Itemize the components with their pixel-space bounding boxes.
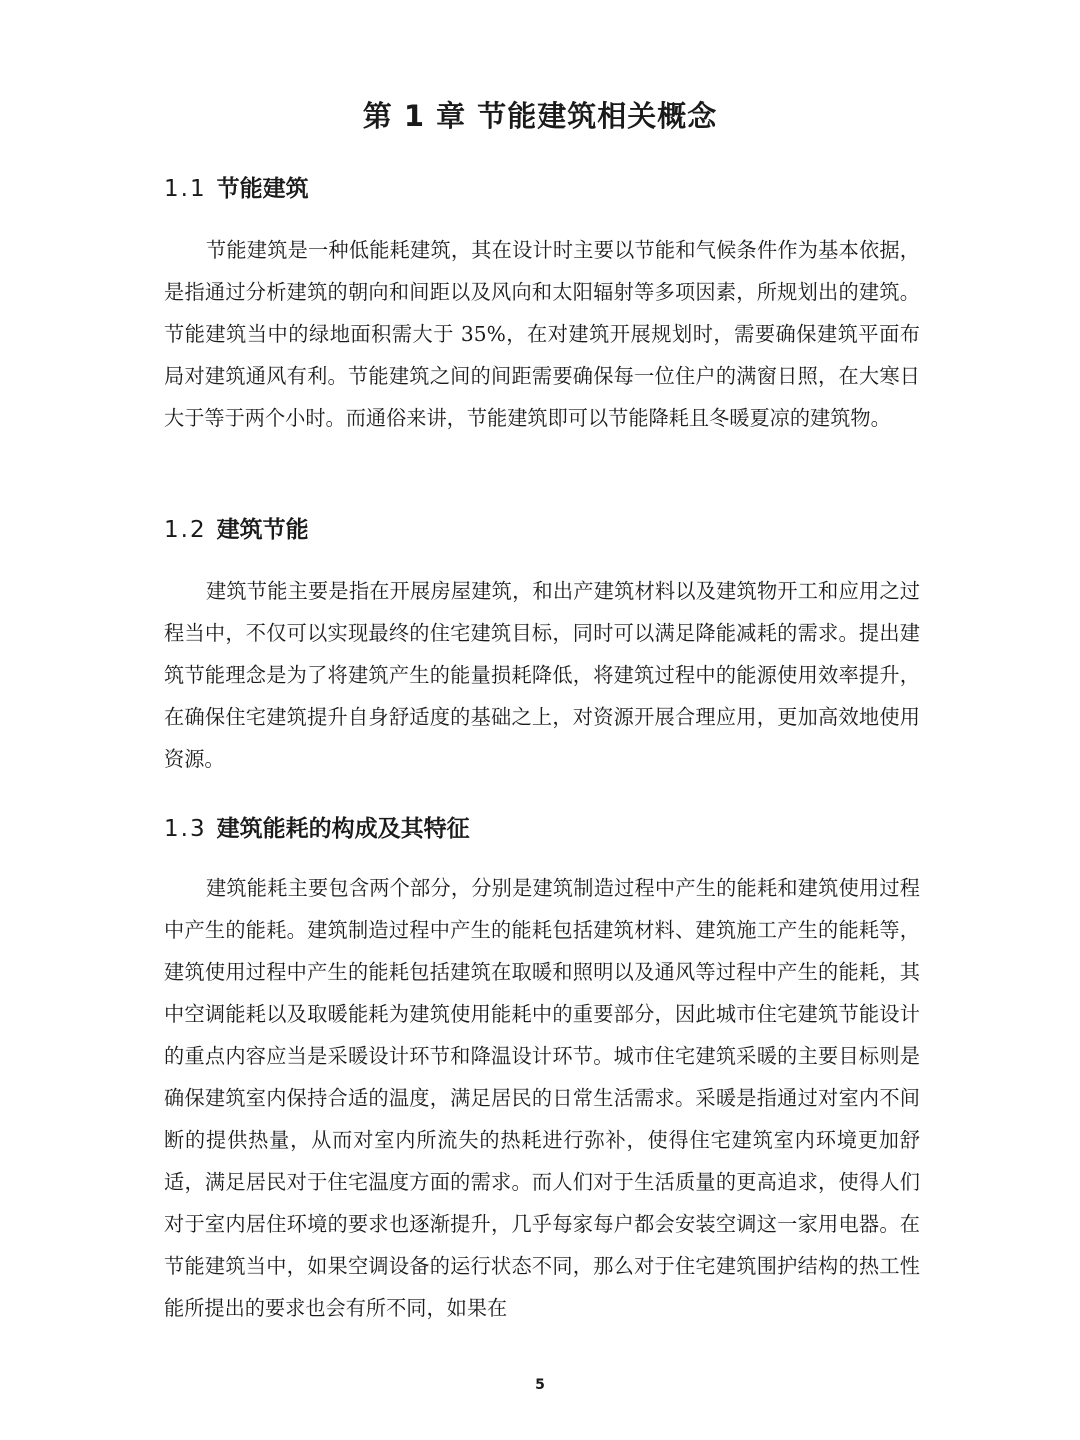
section-heading-1-3 [164, 810, 470, 843]
chapter-title: 第 1 章 节能建筑相关概念 [362, 99, 718, 133]
section-heading-1-2 [164, 511, 309, 544]
section-number: 1.3 [164, 816, 207, 842]
section-1-2-paragraph: 建筑节能主要是指在开展房屋建筑，和出产建筑材料以及建筑物开工和应用之过程当中，不仅可以实现最终的住宅建筑目标，同时可以满足降能减耗的需求。提出建筑节能理念是为了将建筑产生的能量损耗降低，将建筑过程中的能源使用效率提升，在确保住宅建筑提升自身舒适度的基础之上，对资源开展合理应用，更加高效地使用资源。 [164, 579, 920, 771]
section-number: 1.2 [164, 517, 207, 543]
section-heading-1-1 [164, 170, 309, 203]
section-title: 节能建筑 [216, 176, 309, 202]
page-number: 5 [535, 1377, 545, 1393]
section-title: 建筑能耗的构成及其特征 [216, 816, 470, 842]
section-number: 1.1 [164, 176, 207, 202]
section-1-3-paragraph: 建筑能耗主要包含两个部分，分别是建筑制造过程中产生的能耗和建筑使用过程中产生的能耗。建筑制造过程中产生的能耗包括建筑材料、建筑施工产生的能耗等，建筑使用过程中产生的能耗包括建筑在取暖和照明以及通风等过程中产生的能耗，其中空调能耗以及取暖能耗为建筑使用能耗中的重要部分，因此城市住宅建筑节能设计的重点内容应当是采暖设计环节和降温设计环节。城市住宅建筑采暖的主要目标则是确保建筑室内保持合适的温度，满足居民的日常生活需求。采暖是指通过对室内不间断的提供热量，从而对室内所流失的热耗进行弥补，使得住宅建筑室内环境更加舒适，满足居民对于住宅温度方面的需求。而人们对于生活质量的更高追求，使得人们对于室内居住环境的要求也逐渐提升，几乎每家每户都会安装空调这一家用电器。在节能建筑当中，如果空调设备的运行状态不同，那么对于住宅建筑围护结构的热工性能所提出的要求也会有所不同，如果在 [164, 876, 920, 1320]
section-title: 建筑节能 [216, 517, 309, 543]
section-1-1-paragraph: 节能建筑是一种低能耗建筑，其在设计时主要以节能和气候条件作为基本依据，是指通过分析建筑的朝向和间距以及风向和太阳辐射等多项因素，所规划出的建筑。节能建筑当中的绿地面积需大于 35%，在对建筑开展规划时，需要确保建筑平面布局对建筑通风有利。节能建筑之间的间距需要确保每一位住户的满窗日照，在大寒日大于等于两个小时。而通俗来讲，节能建筑即可以节能降耗且冬暖夏凉的建筑物。 [164, 238, 920, 430]
